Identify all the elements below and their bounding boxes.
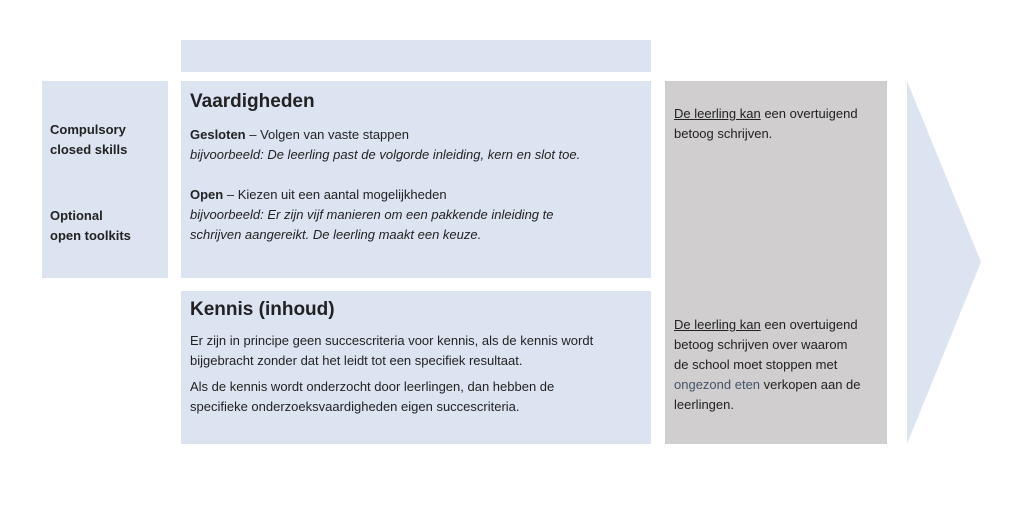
- kennis-title: Kennis (inhoud): [190, 299, 335, 320]
- criteria-bottom: De leerling kan een overtuigend betoog schrijven over waarom de school moet stoppen met ongezond eten verkopen aan de leerlingen.: [674, 317, 861, 412]
- open-example-1: bijvoorbeeld: Er zijn vijf manieren om een pakkende inleiding te: [190, 207, 554, 222]
- vaardigheden-title: Vaardigheden: [190, 91, 315, 112]
- gesloten-example: bijvoorbeeld: De leerling past de volgorde inleiding, kern en slot toe.: [190, 147, 581, 162]
- gesloten-line: Gesloten – Volgen van vaste stappen: [190, 127, 409, 142]
- kennis-p2-1: Als de kennis wordt onderzocht door leerlingen, dan hebben de: [190, 379, 555, 394]
- kennis-p1-2: bijgebracht zonder dat het leidt tot een specifiek resultaat.: [190, 353, 523, 368]
- top-header-strip: [181, 40, 651, 72]
- left-label-panel: [42, 81, 168, 278]
- optional-label: Optional open toolkits: [50, 208, 131, 243]
- kennis-p1-1: Er zijn in principe geen succescriteria voor kennis, als de kennis wordt: [190, 333, 594, 348]
- kennis-panel: [181, 291, 651, 444]
- compulsory-label: Compulsory closed skills: [50, 122, 128, 157]
- chevron-arrow: [905, 81, 985, 444]
- criteria-top: De leerling kan een overtuigend betoog schrijven.: [674, 106, 858, 141]
- open-line: Open – Kiezen uit een aantal mogelijkheden: [190, 187, 447, 202]
- kennis-p2-2: specifieke onderzoeksvaardigheden eigen succescriteria.: [190, 399, 520, 414]
- success-criteria-panel: [665, 81, 887, 444]
- open-example-2: schrijven aangereikt. De leerling maakt een keuze.: [190, 227, 482, 242]
- vaardigheden-panel: [181, 81, 651, 278]
